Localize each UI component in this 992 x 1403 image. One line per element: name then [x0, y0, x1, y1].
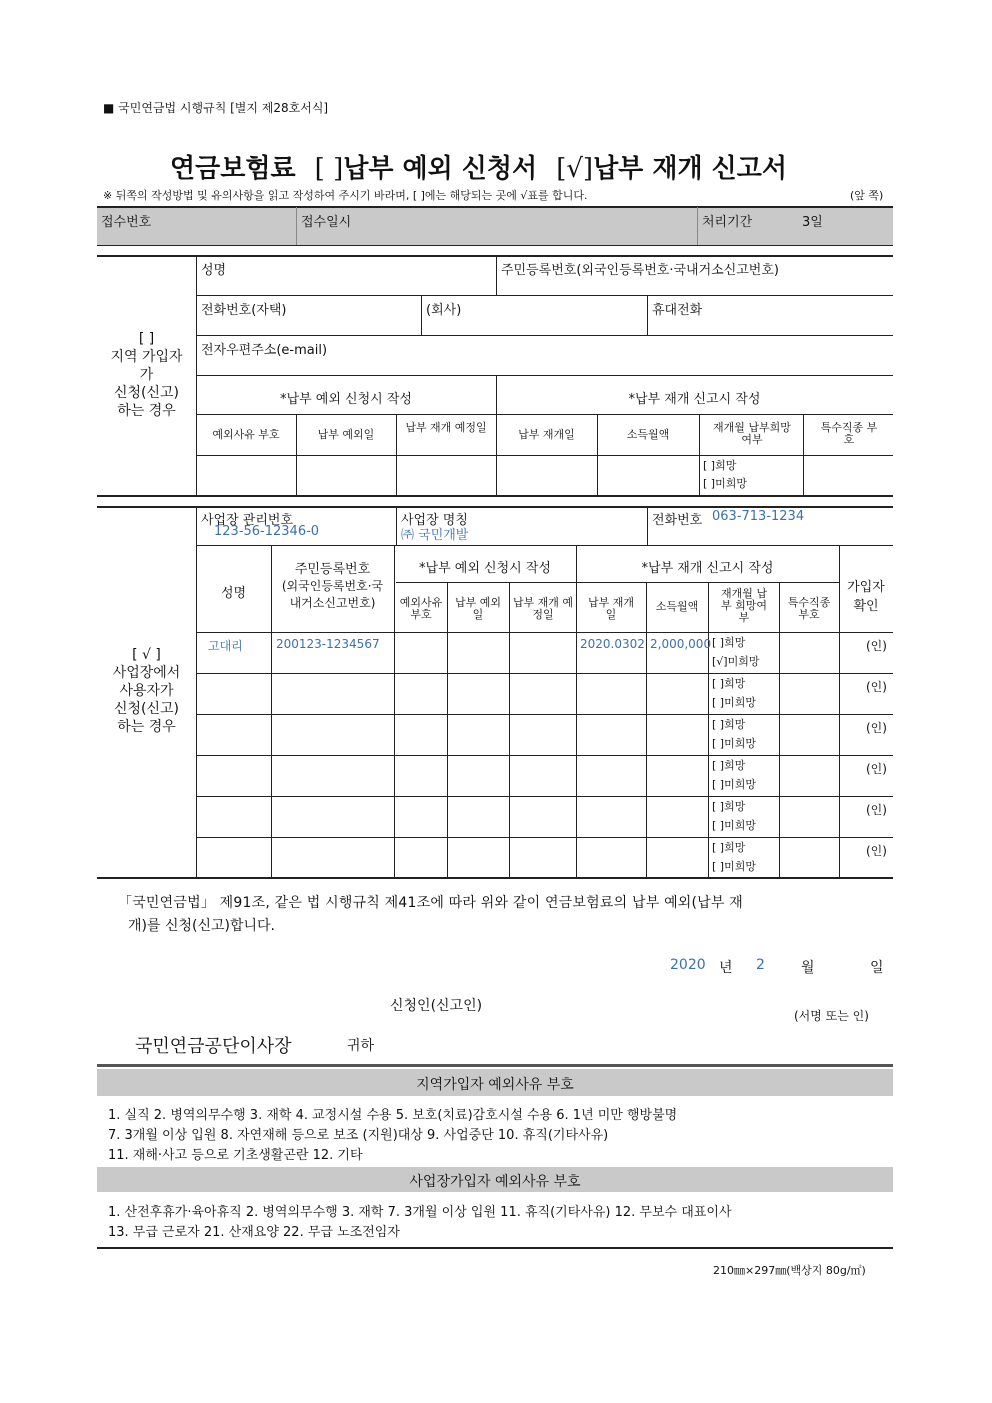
row-nohope-option[interactable]: [ ]미희망 [712, 737, 756, 750]
workplace-side-label: [ √ ] 사업장에서 사용자가 신청(신고) 하는 경우 [97, 646, 196, 736]
workplace-col-rrn: 주민등록번호 (외국인등록번호·국 내거소신고번호) [281, 562, 384, 610]
regional-codes-line1: 1. 실직 2. 병역의무수행 3. 재학 4. 교정시설 수용 5. 보호(치료)감호시설 수용 6. 1년 미만 행방불명 [108, 1108, 678, 1123]
row-hope-option[interactable]: [ ]희망 [712, 718, 746, 731]
regional-email-label: 전자우편주소(e-mail) [201, 343, 328, 358]
regional-mobile-label: 휴대전화 [652, 303, 703, 318]
row-seal: (인) [866, 762, 887, 776]
regional-col-special: 특수직종 부호 [820, 421, 878, 446]
regional-codes-line3: 11. 재해·사고 등으로 기초생활곤란 12. 기타 [108, 1148, 363, 1163]
row-nohope-option[interactable]: [ ]미희망 [712, 778, 756, 791]
workplace-codes-title: 사업장가입자 예외사유 부호 [409, 1174, 581, 1190]
row-seal: (인) [866, 803, 887, 817]
workplace-phone-value[interactable]: 063-713-1234 [712, 509, 805, 524]
row-rrn[interactable]: 200123-1234567 [276, 637, 380, 651]
regional-exempt-section: *납부 예외 신청시 작성 [280, 392, 412, 407]
workplace-col-hope: 재개월 납부 희망여부 [720, 587, 767, 624]
date-year-value[interactable]: 2020 [670, 957, 706, 973]
receipt-date-label: 접수일시 [301, 215, 352, 230]
statement-line2: 개)를 신청(신고)합니다. [128, 918, 276, 934]
title-part1: 연금보험료 [170, 154, 296, 184]
workplace-col-income: 소득월액 [655, 600, 699, 613]
row-seal: (인) [866, 721, 887, 735]
page-side: (앞 쪽) [850, 189, 884, 202]
recipient-suffix: 귀하 [347, 1038, 375, 1054]
row-hope-option[interactable]: [ ]희망 [712, 800, 746, 813]
workplace-col-reason: 예외사유 부호 [399, 596, 443, 621]
regional-home-phone-label: 전화번호(자택) [201, 303, 287, 318]
instruction-notice: ※ 뒤쪽의 작성방법 및 유의사항을 읽고 작성하여 주시기 바라며, [ ]에는 해당되는 곳에 √표를 합니다. [103, 189, 588, 202]
row-nohope-option[interactable]: [ ]미희망 [712, 696, 756, 709]
workplace-name-value[interactable]: ㈜ 국민개발 [401, 528, 469, 543]
processing-period-label: 처리기간 [702, 215, 753, 230]
row-seal: (인) [866, 639, 887, 653]
workplace-col-resume-date: 납부 재개일 [587, 596, 634, 621]
workplace-col-exempt-date: 납부 예외일 [454, 596, 501, 621]
date-month-value[interactable]: 2 [756, 957, 765, 973]
workplace-mgmt-label: 사업장 관리번호 [201, 513, 294, 528]
row-nohope-option[interactable]: [ ]미희망 [712, 860, 756, 873]
workplace-codes-line2: 13. 무급 근로자 21. 산재요양 22. 무급 노조전임자 [108, 1225, 400, 1240]
row-hope-option[interactable]: [ ]희망 [712, 677, 746, 690]
date-day-label: 일 [870, 960, 884, 976]
workplace-col-resume-plan: 납부 재개 예정일 [512, 596, 574, 621]
row-nohope-option[interactable]: [ ]미희망 [712, 819, 756, 832]
workplace-exempt-section: *납부 예외 신청시 작성 [419, 561, 551, 576]
date-month-label: 월 [801, 960, 815, 976]
date-year-label: 년 [719, 960, 733, 976]
workplace-col-name: 성명 [220, 586, 247, 601]
regional-col-exempt-date: 납부 예외일 [317, 428, 375, 441]
recipient: 국민연금공단이사장 [135, 1036, 292, 1057]
receipt-bar [97, 207, 893, 245]
regional-nohope-option[interactable]: [ ]미희망 [703, 477, 747, 490]
row-hope-option[interactable]: [ ]희망 [712, 841, 746, 854]
workplace-col-confirm: 가입자 확인 [847, 580, 885, 614]
row-hope-option[interactable]: [ ]희망 [712, 636, 746, 649]
workplace-checkbox[interactable]: [ √ ] [132, 647, 161, 663]
regional-col-hope: 재개월 납부희망여부 [713, 421, 791, 446]
title-part3: 납부 재개 신고서 [593, 154, 787, 184]
row-nohope-option[interactable]: [√]미희망 [712, 655, 760, 668]
row-hope-option[interactable]: [ ]희망 [712, 759, 746, 772]
signature-label: (서명 또는 인) [794, 1009, 869, 1023]
receipt-number-label: 접수번호 [101, 215, 152, 230]
regional-col-resume-plan: 납부 재개 예정일 [405, 421, 487, 434]
workplace-mgmt-value[interactable]: 123-56-12346-0 [214, 524, 320, 539]
regulation-reference: ■ 국민연금법 시행규칙 [별지 제28호서식] [103, 101, 329, 115]
workplace-codes-line1: 1. 산전후휴가·육아휴직 2. 병역의무수행 3. 재학 7. 3개월 이상 입원 11. 휴직(기타사유) 12. 무보수 대표이사 [108, 1205, 732, 1220]
applicant-label: 신청인(신고인) [390, 998, 483, 1014]
regional-hope-option[interactable]: [ ]희망 [703, 459, 737, 472]
regional-rrn-label: 주민등록번호(외국인등록번호·국내거소신고번호) [501, 263, 779, 278]
row-seal: (인) [866, 844, 887, 858]
regional-office-phone-label: (회사) [426, 303, 462, 318]
row-income[interactable]: 2,000,000 [650, 637, 712, 651]
regional-resume-section: *납부 재개 신고시 작성 [628, 392, 761, 407]
workplace-name-label: 사업장 명칭 [401, 513, 468, 528]
regional-codes-title: 지역가입자 예외사유 부호 [416, 1077, 574, 1093]
statement-line1: 「국민연금법」 제91조, 같은 법 시행규칙 제41조에 따라 위와 같이 연금보험료의 납부 예외(납부 재 [118, 895, 744, 911]
title-checkbox-resume[interactable]: [√] [556, 154, 594, 184]
title-part2: 납부 예외 신청서 [343, 154, 538, 184]
processing-period-value: 3일 [802, 215, 823, 230]
form-title [170, 148, 787, 185]
paper-spec: 210㎜×297㎜(백상지 80g/㎡) [713, 1264, 866, 1277]
regional-col-income: 소득월액 [626, 428, 670, 441]
regional-name-label: 성명 [201, 263, 227, 278]
regional-codes-line2: 7. 3개월 이상 입원 8. 자연재해 등으로 보조 (지원)대상 9. 사업중단 10. 휴직(기타사유) [108, 1128, 609, 1143]
regional-side-label: [ ] 지역 가입자 가 신청(신고) 하는 경우 [97, 330, 196, 420]
workplace-phone-label: 전화번호 [652, 513, 703, 528]
row-seal: (인) [866, 680, 887, 694]
row-resume-date[interactable]: 2020.0302 [580, 637, 645, 651]
workplace-resume-section: *납부 재개 신고시 작성 [641, 561, 774, 576]
regional-col-reason: 예외사유 부호 [212, 428, 280, 441]
regional-checkbox[interactable]: [ ] [138, 331, 155, 347]
row-name[interactable]: 고대리 [208, 639, 243, 653]
workplace-col-special: 특수직종 부호 [787, 596, 831, 621]
regional-col-resume-date: 납부 재개일 [518, 428, 575, 441]
title-checkbox-exempt[interactable]: [ ] [314, 154, 344, 184]
